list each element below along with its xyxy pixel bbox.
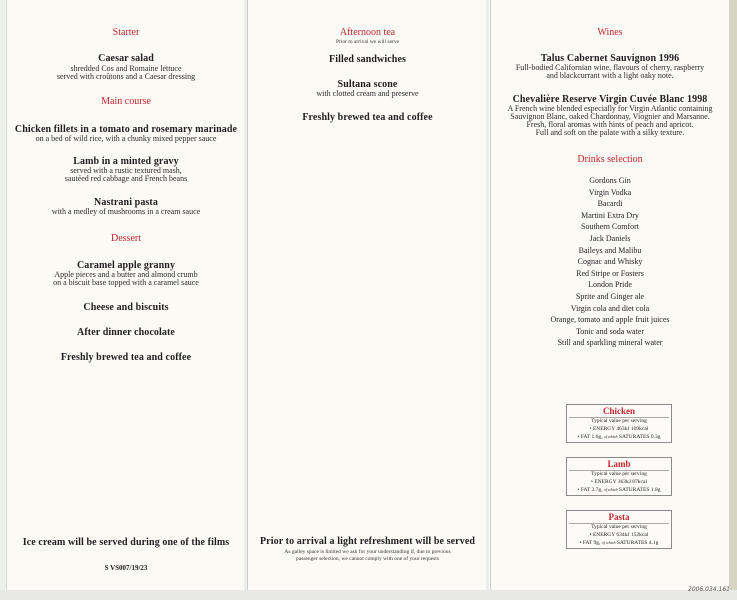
item-caesar-salad-title: Caesar salad [98, 53, 154, 64]
nutrition-fat: • FAT 9g, [579, 540, 601, 546]
heading-main-course: Main course [101, 96, 151, 107]
drink-item: Red Stripe or Fosters [576, 268, 644, 278]
wine-chevaliere-desc-1: A French wine blended especially for Virgin Atlantic containing [507, 104, 713, 113]
item-pasta-desc: with a medley of mushrooms in a cream sauce [51, 207, 201, 216]
item-pasta-title: Nastrani pasta [94, 197, 158, 208]
nutrition-energy: • ENERGY 463kJ 109kcal [589, 425, 649, 432]
wine-talus-title: Talus Cabernet Sauvignon 1996 [540, 53, 680, 64]
nutrition-box-lamb [566, 457, 672, 496]
wine-talus-desc-2: and blackcurrant with a light oaky note. [546, 71, 674, 80]
drink-item: Southern Comfort [581, 222, 639, 232]
item-cheese-biscuits: Cheese and biscuits [83, 302, 169, 313]
heading-dessert: Dessert [111, 233, 141, 244]
afternoon-tea-subheading: Prior to arrival we will serve [335, 39, 400, 45]
drink-item: Virgin Vodka [588, 187, 632, 197]
wine-chevaliere-desc-2: Sauvignon Blanc, oaked Chardonnay, Viognier and Marsanne. [510, 112, 710, 121]
item-chicken-desc: on a bed of wild rice, with a chunky mixed pepper sauce [35, 134, 217, 143]
item-lamb-desc-1: served with a rustic textured mash, [70, 166, 182, 175]
nutrition-title: Chicken [602, 406, 635, 416]
nutrition-box-pasta [566, 510, 672, 549]
drink-item: Martini Extra Dry [581, 210, 639, 220]
drink-item: Gordons Gin [589, 176, 631, 185]
item-sultana-scone-title: Sultana scone [337, 79, 398, 90]
nutrition-fat: • FAT 1.6g, [577, 434, 603, 440]
menu-code: S VS007/19/23 [104, 564, 148, 572]
nutrition-fat: • FAT 3.7g, [577, 487, 603, 493]
drink-item: London Pride [588, 280, 632, 290]
item-caramel-apple-desc-2: on a biscuit base topped with a caramel sauce [53, 278, 199, 287]
nutrition-energy: • ENERGY 634kJ 152kcal [589, 531, 649, 538]
bottom-edge [0, 590, 737, 600]
item-caesar-salad-desc-1: shredded Cos and Romaine lettuce [70, 64, 182, 73]
item-sultana-scone-desc: with clotted cream and preserve [316, 89, 419, 98]
wine-chevaliere-desc-3: Fresh, floral aromas with hints of peach and apricot. [526, 120, 694, 129]
item-chicken-title: Chicken fillets in a tomato and rosemary marinade [14, 124, 238, 135]
nutrition-of-which: of which [603, 487, 618, 492]
drink-item: Cognac and Whisky [577, 257, 643, 267]
refreshment-note: Prior to arrival a light refreshment will be served [259, 536, 476, 547]
panel-right [490, 0, 729, 590]
nutrition-typical: Typical value per serving [591, 524, 647, 530]
nutrition-typical: Typical value per serving [591, 418, 647, 424]
nutrition-of-which: of which [601, 540, 616, 545]
nutrition-saturates: SATURATES 0.3g [618, 434, 661, 440]
item-caesar-salad-desc-2: served with croûtons and a Caesar dressing [56, 72, 196, 81]
drink-item: Orange, tomato and apple fruit juices [550, 315, 670, 325]
ice-cream-note: Ice cream will be served during one of the films [22, 537, 230, 548]
galley-note-2: passenger selection, we cannot comply with one of your requests [296, 556, 439, 562]
nutrition-fat-line [567, 486, 671, 495]
nutrition-fat-line [567, 433, 671, 442]
drinks-list [491, 175, 729, 349]
fold-line-2 [486, 0, 489, 590]
nutrition-of-which: of which [603, 434, 618, 439]
wine-chevaliere-title: Chevalière Reserve Virgin Cuvée Blanc 1998 [512, 94, 708, 105]
panel-left [6, 0, 245, 590]
nutrition-title: Lamb [607, 459, 631, 469]
nutrition-box-chicken [566, 404, 672, 443]
heading-afternoon-tea: Afternoon tea [339, 27, 396, 38]
panel-middle [247, 0, 487, 590]
heading-starter: Starter [112, 27, 140, 38]
item-lamb-title: Lamb in a minted gravy [73, 156, 179, 167]
wine-talus-desc-1: Full-bodied Californian wine, flavours of cherry, raspberry [515, 63, 705, 72]
nutrition-saturates: SATURATES 4.1g [616, 540, 659, 546]
drink-item: Virgin cola and diet cola [570, 303, 650, 313]
nutrition-fat-line [567, 539, 671, 548]
heading-wines: Wines [597, 27, 623, 38]
archive-number: 2006.034.161 [688, 586, 730, 593]
galley-note-1: As galley space is limited we ask for your understanding if, due to previous [284, 549, 451, 555]
item-filled-sandwiches: Filled sandwiches [329, 54, 406, 65]
wine-chevaliere-desc-4: Full and soft on the palate with a silky texture. [535, 128, 685, 137]
heading-drinks-selection: Drinks selection [577, 154, 643, 165]
drink-item: Tonic and soda water [575, 326, 645, 336]
nutrition-saturates: SATURATES 1.8g [618, 487, 661, 493]
item-caramel-apple-desc-1: Apple pieces and a butter and almond crumb [54, 270, 198, 279]
drink-item: Baileys and Malibu [578, 245, 642, 255]
item-tea-coffee: Freshly brewed tea and coffee [60, 352, 192, 363]
drink-item: Sprite and Ginger ale [575, 291, 645, 301]
drink-item: Bacardi [597, 199, 623, 209]
item-lamb-desc-2: sautéed red cabbage and French beans [64, 174, 188, 183]
nutrition-typical: Typical value per serving [591, 471, 647, 477]
nutrition-energy: • ENERGY 363kJ 87kcal [591, 478, 647, 485]
item-after-dinner-chocolate: After dinner chocolate [77, 327, 175, 338]
drink-item: Still and sparkling mineral water [557, 338, 663, 348]
item-caramel-apple-title: Caramel apple granny [76, 260, 176, 271]
nutrition-title: Pasta [608, 512, 630, 522]
item-tea-coffee-afternoon: Freshly brewed tea and coffee [302, 112, 433, 123]
right-edge [729, 0, 737, 600]
drink-item: Jack Daniels [589, 233, 631, 243]
